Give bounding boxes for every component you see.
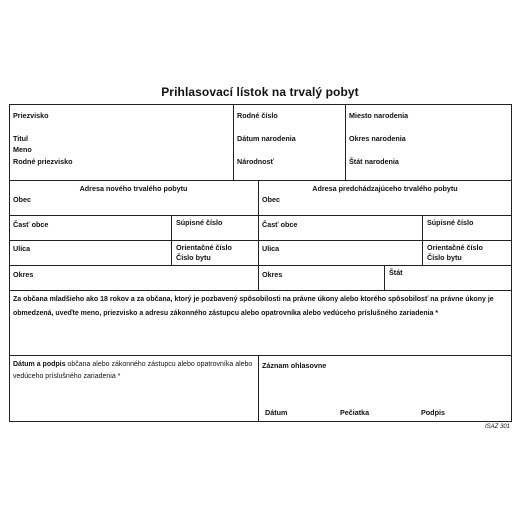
- divider-address-bottom: [9, 290, 512, 291]
- new-address-ulica: Ulica: [13, 244, 31, 253]
- prev-address-okres: Okres: [262, 270, 283, 279]
- minor-representative-note: Za občana mladšieho ako 18 rokov a za občana, ktorý je pozbavený spôsobilosti na právne úkony alebo ktorého spôsobilosť na právne úkony je obmedzená, uveďte meno, priezvisko a adresu zákonného zástupcu alebo opatrovníka alebo vedúceho príslušného zariadenia *: [13, 296, 494, 317]
- prev-address-ulica: Ulica: [262, 244, 280, 253]
- prev-address-supisne-cislo: Súpisné číslo: [427, 218, 474, 227]
- office-record-label: Záznam ohlasovne: [262, 361, 327, 370]
- label-rodne-cislo: Rodné číslo: [237, 111, 278, 120]
- office-datum: Dátum: [265, 408, 288, 417]
- prev-address-header: Adresa predchádzajúceho trvalého pobytu: [312, 184, 458, 193]
- label-titul: Titul: [13, 134, 29, 143]
- form-code: ISAZ 301: [484, 424, 510, 430]
- new-address-obec: Obec: [13, 195, 31, 204]
- office-podpis: Podpis: [421, 408, 445, 417]
- new-address-okres: Okres: [13, 270, 34, 279]
- label-miesto-narodenia: Miesto narodenia: [349, 111, 409, 120]
- label-rodne-priezvisko: Rodné priezvisko: [13, 157, 73, 166]
- divider-signature-office: [258, 355, 259, 422]
- prev-address-cast-obce: Časť obce: [262, 220, 298, 229]
- signature-label-bold: Dátum a podpis: [13, 361, 66, 368]
- divider-address-middle: [258, 180, 259, 290]
- label-datum-narodenia: Dátum narodenia: [237, 134, 296, 143]
- label-priezvisko: Priezvisko: [13, 111, 49, 120]
- label-okres-narodenia: Okres narodenia: [349, 134, 406, 143]
- signature-label-rest: občana alebo zákonného zástupcu alebo opatrovníka alebo vedúceho príslušného zariadenia *: [13, 361, 253, 380]
- label-stat-narodenia: Štát narodenia: [349, 157, 399, 166]
- divider-note-bottom: [9, 355, 512, 356]
- signature-label: [13, 359, 253, 383]
- office-peciatka: Pečiatka: [340, 408, 370, 417]
- divider-okres-top: [9, 265, 512, 266]
- new-address-header: Adresa nového trvalého pobytu: [79, 184, 188, 193]
- divider-personal-col1: [233, 104, 234, 180]
- form-title: Prihlasovací lístok na trvalý pobyt: [161, 85, 359, 99]
- new-address-cislo-bytu: Číslo bytu: [176, 253, 211, 262]
- new-address-supisne-cislo: Súpisné číslo: [176, 218, 223, 227]
- prev-address-stat: Štát: [389, 268, 403, 277]
- prev-address-cislo-bytu: Číslo bytu: [427, 253, 462, 262]
- prev-address-obec: Obec: [262, 195, 280, 204]
- label-meno: Meno: [13, 145, 32, 154]
- divider-prev-okres-stat: [384, 265, 385, 290]
- divider-cast-obce-top: [9, 215, 512, 216]
- new-address-cast-obce: Časť obce: [13, 220, 49, 229]
- divider-ulica-top: [9, 240, 512, 241]
- new-address-orientacne-cislo: Orientačné číslo: [176, 243, 232, 252]
- divider-personal-bottom: [9, 180, 512, 181]
- prev-address-orientacne-cislo: Orientačné číslo: [427, 243, 483, 252]
- divider-prev-address-numbers: [422, 215, 423, 265]
- label-narodnost: Národnosť: [237, 157, 274, 166]
- divider-new-address-numbers: [171, 215, 172, 265]
- divider-personal-col2: [345, 104, 346, 180]
